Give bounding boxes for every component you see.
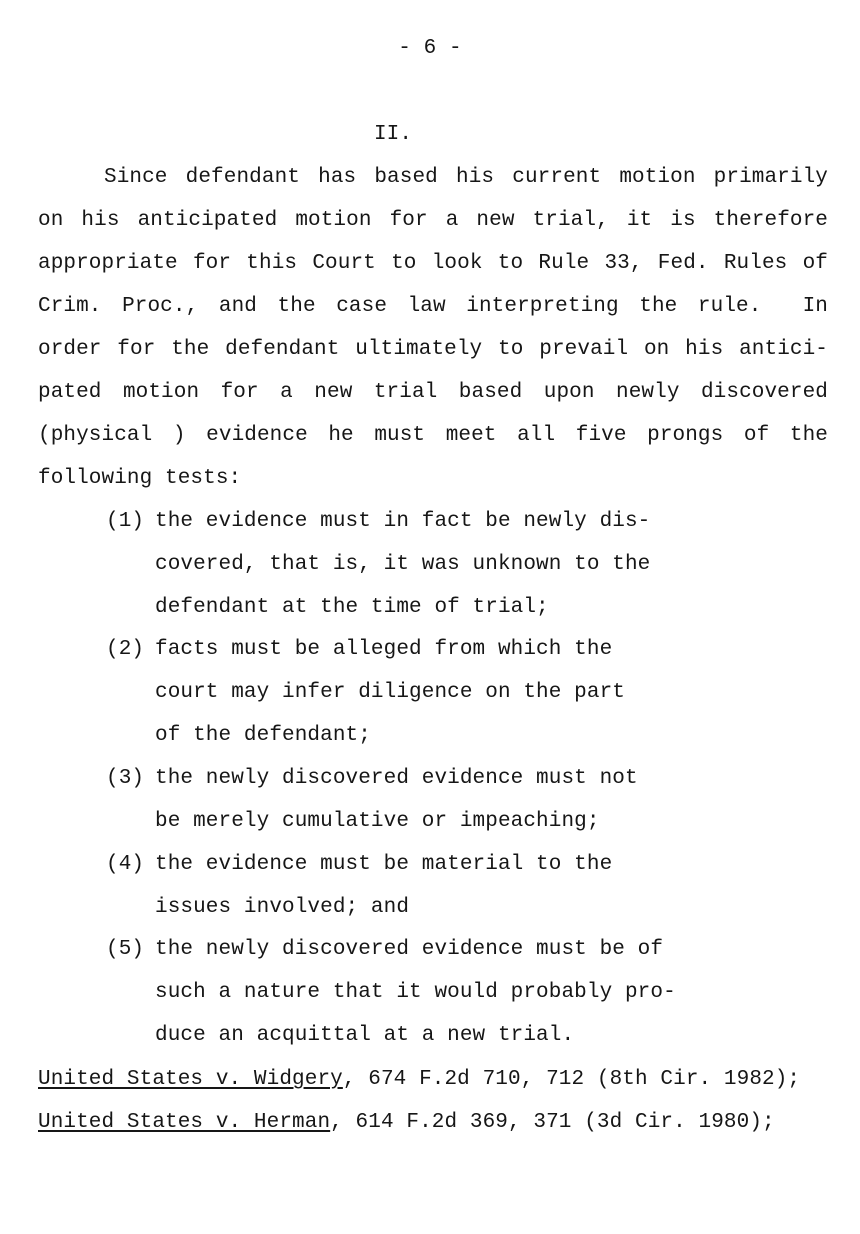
citation-reporter: , 674 F.2d 710, 712 (8th Cir. 1982); xyxy=(342,1068,801,1091)
prong-number: (3) xyxy=(106,767,145,790)
paragraph-line: on his anticipated motion for a new trial, it is therefore xyxy=(38,209,828,232)
case-name: United States v. Herman xyxy=(38,1111,331,1134)
prong-number: (2) xyxy=(106,638,145,661)
prong-number: (4) xyxy=(106,853,145,876)
paragraph-line: pated motion for a new trial based upon newly discovered xyxy=(38,381,828,404)
prong-text-line: such a nature that it would probably pro- xyxy=(155,981,676,1004)
prong-text-line: of the defendant; xyxy=(155,724,371,747)
section-heading: II. xyxy=(373,123,413,146)
citation xyxy=(38,1110,775,1136)
paragraph-line: order for the defendant ultimately to prevail on his antici- xyxy=(38,338,828,361)
prong-text-line: facts must be alleged from which the xyxy=(155,638,613,661)
prong-text-line: court may infer diligence on the part xyxy=(155,681,625,704)
prong-text-line: covered, that is, it was unknown to the xyxy=(155,553,651,576)
paragraph-line: (physical ) evidence he must meet all five prongs of the xyxy=(38,424,828,447)
prong-number: (1) xyxy=(106,510,145,533)
paragraph-line: Since defendant has based his current motion primarily xyxy=(104,166,828,189)
prong-text-line: the evidence must be material to the xyxy=(155,853,613,876)
paragraph-line: following tests: xyxy=(38,467,242,490)
prong-number: (5) xyxy=(106,938,145,961)
prong-text-line: the evidence must in fact be newly dis- xyxy=(155,510,651,533)
page-number: - 6 - xyxy=(398,37,462,60)
paragraph-line: appropriate for this Court to look to Rule 33, Fed. Rules of xyxy=(38,252,828,275)
paragraph-line: Crim. Proc., and the case law interpreting the rule. In xyxy=(38,295,828,318)
prong-text-line: defendant at the time of trial; xyxy=(155,596,549,619)
case-name: United States v. Widgery xyxy=(38,1068,343,1091)
prong-text-line: be merely cumulative or impeaching; xyxy=(155,810,600,833)
prong-text-line: the newly discovered evidence must be of xyxy=(155,938,664,961)
citation-reporter: , 614 F.2d 369, 371 (3d Cir. 1980); xyxy=(330,1111,775,1134)
citation xyxy=(38,1067,800,1093)
prong-text-line: duce an acquittal at a new trial. xyxy=(155,1024,575,1047)
prong-text-line: the newly discovered evidence must not xyxy=(155,767,638,790)
prong-text-line: issues involved; and xyxy=(155,896,410,919)
